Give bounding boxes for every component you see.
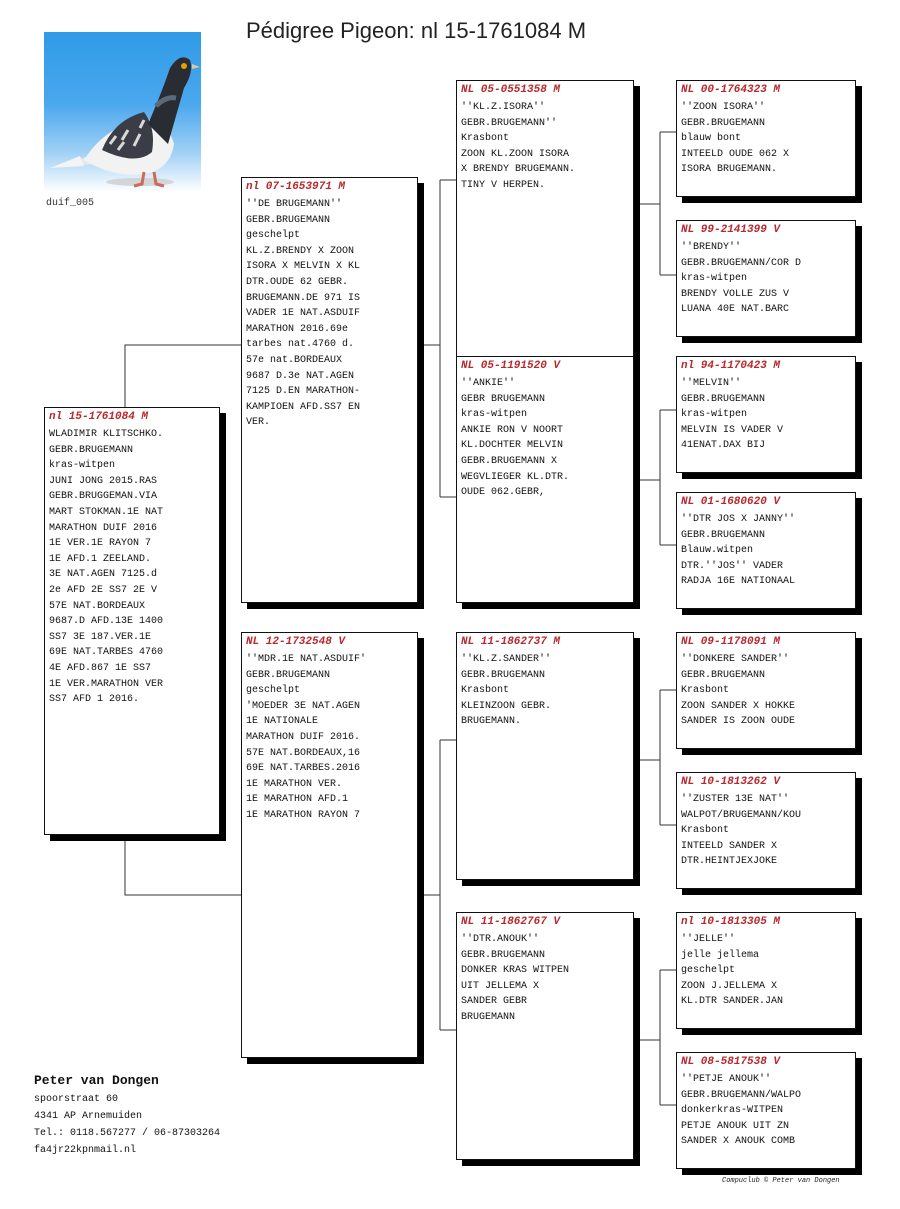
ring-number: NL 08-5817538 V [681, 1056, 781, 1068]
pigeon-details: ''DTR.ANOUK'' GEBR.BRUGEMANN DONKER KRAS WITPEN UIT JELLEMA X SANDER GEBR BRUGEMANN [461, 934, 570, 1023]
pigeon-details: ''MELVIN'' GEBR.BRUGEMANN kras-witpen MELVIN IS VADER V 41ENAT.DAX BIJ [681, 378, 784, 452]
pigeon-card-mff[interactable] [676, 632, 856, 749]
ring-number: NL 11-1862737 M [461, 636, 561, 648]
ring-number: nl 15-1761084 M [49, 411, 149, 423]
pigeon-card-fff[interactable] [676, 80, 856, 197]
pigeon-card-main[interactable] [44, 407, 220, 835]
pigeon-details: ''KL.Z.SANDER'' GEBR.BRUGEMANN Krasbont KLEINZOON GEBR. BRUGEMANN. [461, 654, 552, 728]
owner-city: 4341 AP Arnemuiden [34, 1111, 143, 1122]
ring-number: NL 00-1764323 M [681, 84, 781, 96]
pigeon-details: ''KL.Z.ISORA'' GEBR.BRUGEMANN'' Krasbont ZOON KL.ZOON ISORA X BRENDY BRUGEMANN. TINY V HERPEN. [461, 102, 576, 191]
ring-number: NL 05-0551358 M [461, 84, 561, 96]
pigeon-details: ''BRENDY'' GEBR.BRUGEMANN/COR D kras-witpen BRENDY VOLLE ZUS V LUANA 40E NAT.BARC [681, 242, 802, 316]
ring-number: NL 01-1680620 V [681, 496, 781, 508]
ring-number: NL 10-1813262 V [681, 776, 781, 788]
pigeon-card-ffm[interactable] [676, 220, 856, 337]
pigeon-card-father[interactable] [241, 177, 418, 603]
footer-credit: Compuclub © Peter van Dongen [722, 1177, 840, 1185]
pigeon-details: ''ZUSTER 13E NAT'' WALPOT/BRUGEMANN/KOU Krasbont INTEELD SANDER X DTR.HEINTJEXJOKE [681, 794, 802, 868]
owner-street: spoorstraat 60 [34, 1094, 119, 1105]
ring-number: nl 10-1813305 M [681, 916, 781, 928]
pigeon-card-mfm[interactable] [676, 772, 856, 889]
pigeon-card-mf[interactable] [456, 632, 634, 880]
pigeon-details: ''DTR JOS X JANNY'' GEBR.BRUGEMANN Blauw.witpen DTR.''JOS'' VADER RADJA 16E NATIONAAL [681, 514, 796, 588]
pigeon-card-mm[interactable] [456, 912, 634, 1160]
pigeon-card-mmm[interactable] [676, 1052, 856, 1169]
pigeon-details: ''DE BRUGEMANN'' GEBR.BRUGEMANN geschelpt KL.Z.BRENDY X ZOON ISORA X MELVIN X KL DTR.OUDE 62 GEBR. BRUGEMANN.DE 971 IS VADER 1E NAT.ASDUIF MARATHON 2016.69e tarbes nat.4760 d. 57e nat.BORDEAUX 9687 D.3e NAT.AGEN 7125 D.EN MARATHON- KAMPIOEN AFD.SS7 EN VER. [246, 199, 361, 429]
pigeon-card-mmf[interactable] [676, 912, 856, 1029]
ring-number: NL 09-1178091 M [681, 636, 781, 648]
pigeon-details: ''DONKERE SANDER'' GEBR.BRUGEMANN Krasbont ZOON SANDER X HOKKE SANDER IS ZOON OUDE [681, 654, 796, 728]
ring-number: nl 94-1170423 M [681, 360, 781, 372]
owner-block [34, 1071, 220, 1159]
ring-number: NL 12-1732548 V [246, 636, 346, 648]
pigeon-card-fmm[interactable] [676, 492, 856, 609]
owner-phone: Tel.: 0118.567277 / 06-87303264 [34, 1128, 221, 1139]
pigeon-details: ''PETJE ANOUK'' GEBR.BRUGEMANN/WALPO donkerkras-WITPEN PETJE ANOUK UIT ZN SANDER X ANOUK COMB [681, 1074, 802, 1148]
photo-caption: duif_005 [46, 198, 95, 209]
pigeon-card-fmf[interactable] [676, 356, 856, 473]
ring-number: NL 05-1191520 V [461, 360, 561, 372]
pigeon-details: ''JELLE'' jelle jellema geschelpt ZOON J.JELLEMA X KL.DTR SANDER.JAN [681, 934, 784, 1008]
pigeon-details: ''ANKIE'' GEBR BRUGEMANN kras-witpen ANKIE RON V NOORT KL.DOCHTER MELVIN GEBR.BRUGEMANN X WEGVLIEGER KL.DTR. OUDE 062.GEBR, [461, 378, 570, 499]
pigeon-card-fm[interactable] [456, 356, 634, 603]
pigeon-details: ''MDR.1E NAT.ASDUIF' GEBR.BRUGEMANN geschelpt 'MOEDER 3E NAT.AGEN 1E NATIONALE MARATHON DUIF 2016. 57E NAT.BORDEAUX,16 69E NAT.TARBES.2016 1E MARATHON VER. 1E MARATHON AFD.1 1E MARATHON RAYON 7 [246, 654, 367, 821]
pigeon-details: ''ZOON ISORA'' GEBR.BRUGEMANN blauw bont INTEELD OUDE 062 X ISORA BRUGEMANN. [681, 102, 790, 176]
ring-number: nl 07-1653971 M [246, 181, 346, 193]
owner-email: fa4jr22kpnmail.nl [34, 1145, 137, 1156]
pigeon-details: WLADIMIR KLITSCHKO. GEBR.BRUGEMANN kras-witpen JUNI JONG 2015.RAS GEBR.BRUGGEMAN.VIA MART STOKMAN.1E NAT MARATHON DUIF 2016 1E VER.1E RAYON 7 1E AFD.1 ZEELAND. 3E NAT.AGEN 7125.d 2e AFD 2E SS7 2E V 57E NAT.BORDEAUX 9687.D AFD.13E 1400 SS7 3E 187.VER.1E 69E NAT.TARBES 4760 4E AFD.867 1E SS7 1E VER.MARATHON VER SS7 AFD 1 2016. [49, 429, 164, 706]
pigeon-card-mother[interactable] [241, 632, 418, 1058]
page-title: Pédigree Pigeon: nl 15-1761084 M [246, 18, 587, 43]
ring-number: NL 11-1862767 V [461, 916, 561, 928]
ring-number: NL 99-2141399 V [681, 224, 781, 236]
owner-name: Peter van Dongen [34, 1073, 159, 1088]
